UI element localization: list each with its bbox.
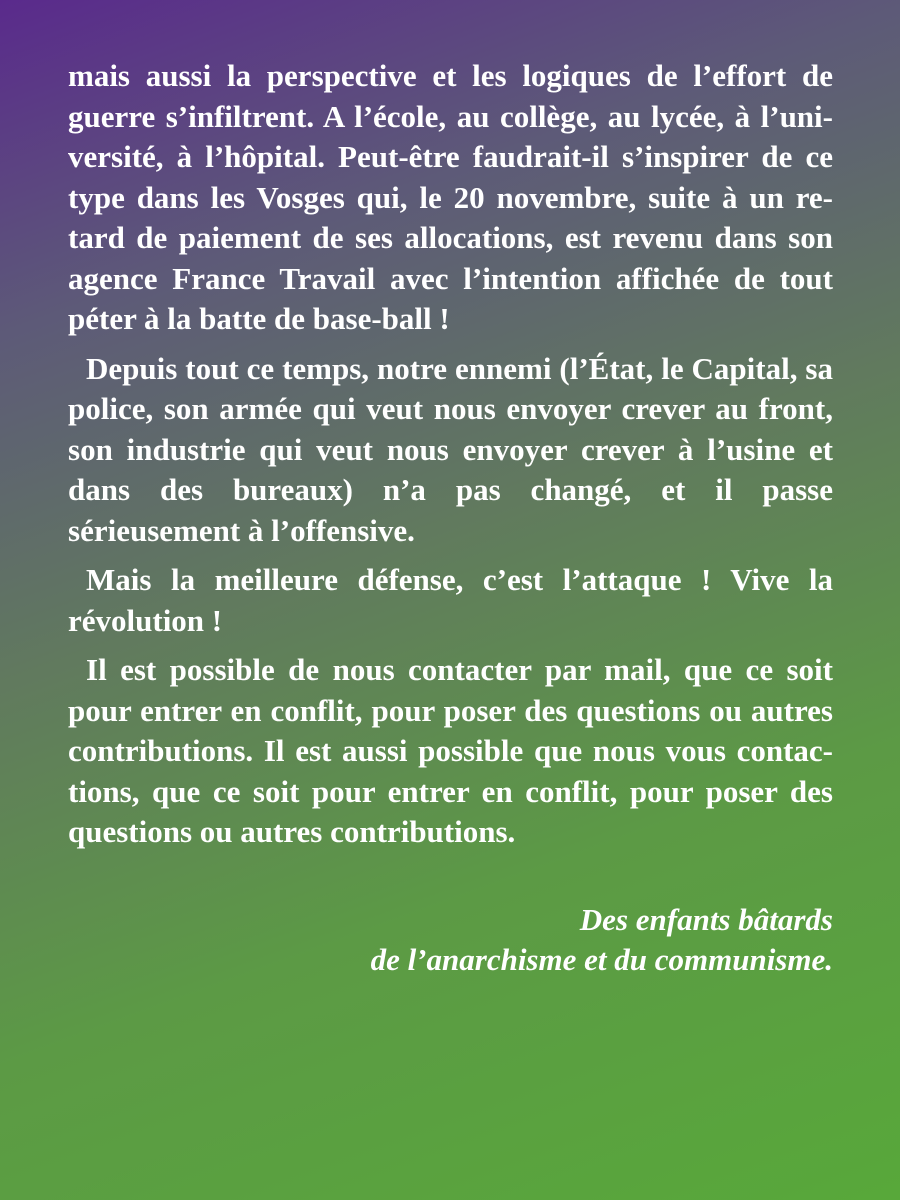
paragraph-4: Il est possible de nous contacter par mail, que ce soit pour entrer en conflit, pour poser des questions ou autres contributions. Il est aussi possible que nous vous contactions, que ce soit pour entrer en conflit, pour poser des questions ou autres contributions. bbox=[68, 652, 833, 849]
signature bbox=[371, 900, 833, 980]
paragraph-2: Depuis tout ce temps, notre ennemi (l’État, le Capital, sa police, son armée qui veut nous envoyer crever au front, son industrie qui veut nous envoyer crever à l’usine et dans des bureaux) n’a pas changé, et il passe sérieusement à l’offensive. bbox=[68, 350, 833, 548]
signature-line-1: Des enfants bâtards bbox=[579, 902, 833, 937]
signature-line-2: de l’anarchisme et du communisme. bbox=[370, 942, 833, 977]
paragraph-3: Mais la meilleure défense, c’est l’attaque ! Vive la révolution ! bbox=[68, 562, 833, 638]
paragraph-1: mais aussi la perspective et les logiques de l’effort de guerre s’infiltrent. A l’école, au collège, au lycée, à l’université, à l’hôpital. Peut-être faudrait-il s’inspirer de ce type dans les Vosges qui, le 20 novembre, suite à un retard de paiement de ses allocations, est revenu dans son agence France Travail avec l’intention affichée de tout péter à la batte de base-ball ! bbox=[68, 58, 833, 336]
document-body bbox=[68, 56, 833, 862]
